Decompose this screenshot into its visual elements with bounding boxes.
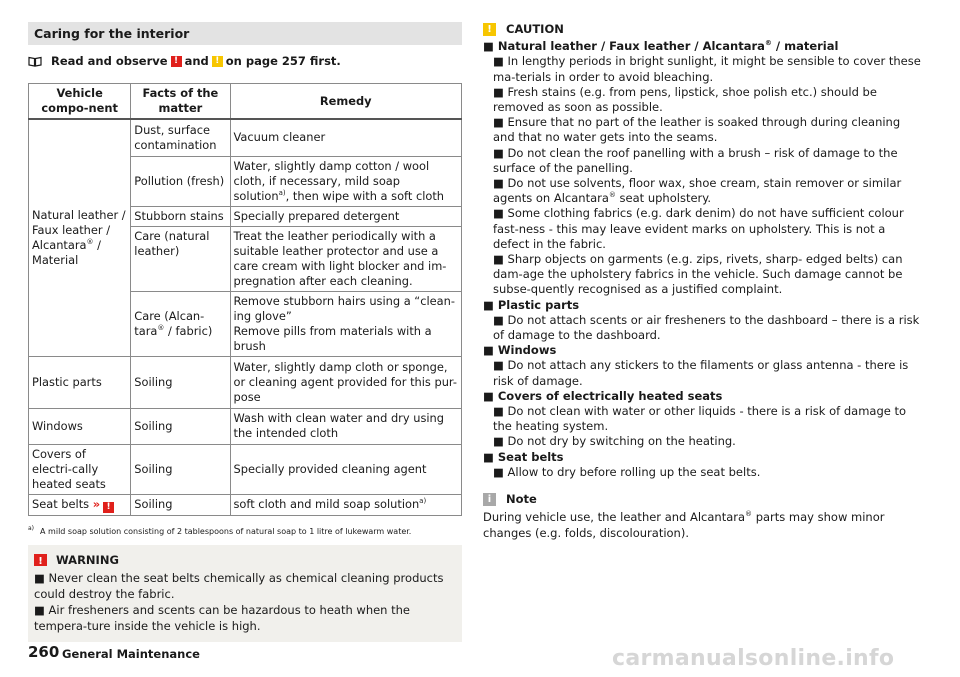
warning-title-row	[34, 552, 456, 568]
caution-item: ■ Do not attach any stickers to the filaments or glass antenna - there is risk of damage.	[493, 358, 909, 388]
table-row	[29, 356, 462, 408]
footnote-ref: a)	[419, 497, 427, 506]
note-title: Note	[506, 492, 537, 507]
warning-icon	[34, 554, 47, 566]
warning-title: WARNING	[56, 552, 119, 567]
cell-care-natural-remedy: Treat the leather periodically with a suitable leather protector and use a care cream with light blocker and im-pregnation after each cleaning.	[230, 226, 462, 291]
read-observe-line	[28, 53, 462, 69]
cell-heated-fact: Soiling	[131, 444, 230, 494]
cell-care-alcantara-fact	[131, 291, 230, 356]
book-icon	[28, 56, 42, 67]
caution-item: ■ Fresh stains (e.g. from pens, lipstick, shoe polish etc.) should be removed as soon as possible.	[493, 84, 877, 115]
note-text-a: During vehicle use, the leather and Alcantara	[483, 510, 746, 525]
caution-item: ■ Some clothing fabrics (e.g. dark denim) do not have sufficient colour fast-ness - this may leave evident marks on upholstery. This is not a defect in the fabric.	[493, 206, 904, 251]
cell-stubborn-remedy: Specially prepared detergent	[230, 206, 462, 226]
info-icon: i	[483, 493, 496, 506]
read-prefix: Read and observe	[51, 54, 168, 68]
section-title: Caring for the interior	[28, 22, 462, 45]
cell-care-natural-fact: Care (natural leather)	[131, 226, 230, 291]
table-row	[29, 494, 462, 515]
note-text-b: parts may show minor changes (e.g. folds, discolouration).	[483, 510, 885, 540]
cell-pollution-fact: Pollution (fresh)	[131, 156, 230, 206]
header-facts: Facts of the matter	[131, 84, 230, 120]
heading-windows: ■ Windows	[483, 343, 557, 358]
pollution-remedy-text: Water, slightly damp cotton / wool cloth, if necessary, mild soap solution	[233, 158, 430, 203]
page-number: 260	[28, 643, 60, 661]
table-row	[29, 444, 462, 494]
cell-plastic-comp: Plastic parts	[29, 356, 131, 408]
read-suffix: on page 257 first.	[225, 54, 341, 68]
caution-header	[483, 22, 923, 37]
natural-leather-label: Natural leather / Faux leather / Alcantara	[32, 207, 126, 252]
continue-arrow-icon: »	[92, 496, 101, 511]
cell-plastic-remedy: Water, slightly damp cloth or sponge, or cleaning agent provided for this pur-pose	[230, 356, 462, 408]
svg-text:!: !	[38, 555, 43, 566]
caution-item-text: ■ Do not use solvents, floor wax, shoe cream, stain remover or similar agents on Alcantara	[493, 176, 902, 206]
caution-item: ■ Allow to dry before rolling up the seat belts.	[493, 464, 761, 479]
cell-care-alcantara-remedy	[230, 291, 462, 356]
registered-mark: ®	[764, 39, 772, 48]
cell-windows-comp: Windows	[29, 408, 131, 444]
right-column	[483, 22, 923, 541]
note-header	[483, 492, 923, 507]
page-footer-title: General Maintenance	[62, 647, 200, 661]
footnote	[28, 526, 462, 537]
caution-icon: !	[483, 23, 496, 36]
caution-title: CAUTION	[506, 22, 564, 36]
heading-seat-belts: ■ Seat belts	[483, 449, 564, 464]
cell-dust-fact: Dust, surface contamination	[131, 119, 230, 156]
warning-symbol-icon: !	[171, 56, 182, 67]
table-header-row	[29, 84, 462, 120]
footnote-mark: a)	[28, 524, 35, 532]
note-text	[483, 510, 923, 540]
cell-belts-fact: Soiling	[131, 494, 230, 515]
watermark: carmanualsonline.info	[612, 646, 895, 671]
caution-item-end: seat upholstery.	[615, 191, 712, 206]
heading-leather-end: / material	[771, 39, 839, 54]
caution-item	[483, 176, 923, 206]
caution-symbol-icon: !	[212, 56, 223, 67]
caution-item: ■ In lengthy periods in bright sunlight, it might be sensible to cover these ma-terials in order to avoid bleaching.	[493, 54, 921, 84]
care-alc-remedy-1: Remove stubborn hairs using a “clean-ing glove”	[233, 293, 455, 323]
registered-mark: ®	[745, 510, 753, 519]
cell-dust-remedy: Vacuum cleaner	[230, 119, 462, 156]
care-alc-end: / fabric)	[164, 323, 213, 338]
cell-natural-leather	[29, 119, 131, 356]
cell-pollution-remedy	[230, 156, 462, 206]
warning-item: ■ Never clean the seat belts chemically as chemical cleaning products could destroy the fabric.	[34, 570, 444, 601]
caution-item: ■ Sharp objects on garments (e.g. zips, rivets, sharp- edged belts) can dam-age the upholstery fabrics in the vehicle. Such damage cannot be subse-quently recognised as a justified complaint.	[493, 252, 903, 297]
header-component: Vehicle compo-nent	[29, 84, 131, 120]
heading-leather-text: ■ Natural leather / Faux leather / Alcantara	[483, 39, 765, 54]
caution-item: ■ Do not clean with water or other liquids - there is a risk of damage to the heating system.	[493, 404, 907, 434]
registered-mark: ®	[608, 191, 616, 200]
cell-heated-remedy: Specially provided cleaning agent	[230, 444, 462, 494]
warning-box	[28, 545, 462, 642]
heading-leather	[483, 39, 923, 54]
caution-item: ■ Ensure that no part of the leather is soaked through during cleaning and that no water gets into the seams.	[493, 115, 901, 145]
care-alc-text: Care (Alcan-tara	[134, 308, 205, 338]
left-column	[28, 22, 462, 642]
header-remedy: Remedy	[230, 84, 462, 120]
belts-comp-text: Seat belts	[32, 496, 90, 511]
cell-windows-remedy: Wash with clean water and dry using the intended cloth	[230, 408, 462, 444]
cell-heated-comp: Covers of electri-cally heated seats	[29, 444, 131, 494]
registered-mark: ®	[86, 237, 94, 246]
footnote-text: A mild soap solution consisting of 2 tablespoons of natural soap to 1 litre of lukewarm water.	[40, 526, 412, 536]
heading-heated-seats: ■ Covers of electrically heated seats	[483, 388, 723, 403]
cell-stubborn-fact: Stubborn stains	[131, 206, 230, 226]
heading-plastic: ■ Plastic parts	[483, 297, 580, 312]
caution-item: ■ Do not dry by switching on the heating.	[493, 434, 736, 449]
read-and: and	[184, 54, 209, 68]
cell-windows-fact: Soiling	[131, 408, 230, 444]
cell-plastic-fact: Soiling	[131, 356, 230, 408]
belts-remedy-text: soft cloth and mild soap solution	[233, 497, 420, 511]
table-row	[29, 408, 462, 444]
table-row	[29, 119, 462, 156]
care-table	[28, 83, 462, 516]
cell-belts-remedy	[230, 494, 462, 515]
warning-symbol-icon: !	[103, 502, 114, 513]
care-alc-remedy-2: Remove pills from materials with a brush	[233, 323, 432, 353]
footnote-ref: a)	[278, 188, 286, 197]
caution-item: ■ Do not clean the roof panelling with a brush – risk of damage to the surface of the panelling.	[493, 145, 898, 175]
caution-item: ■ Do not attach scents or air fresheners to the dashboard – there is a risk of damage to the dashboard.	[493, 312, 920, 343]
pollution-remedy-end: , then wipe with a soft cloth	[285, 188, 445, 203]
registered-mark: ®	[157, 323, 165, 332]
warning-item: ■ Air fresheners and scents can be hazardous to heath when the tempera-ture inside the vehicle is high.	[34, 602, 410, 633]
natural-leather-suffix: / Material	[32, 237, 101, 267]
cell-belts-comp	[29, 494, 131, 515]
